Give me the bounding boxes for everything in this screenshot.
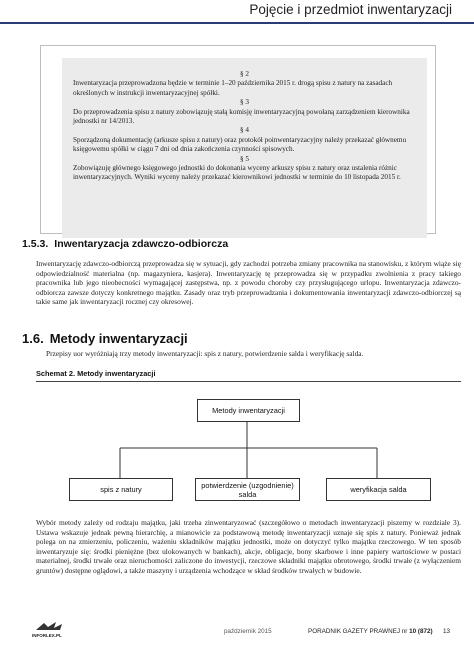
section-title: Inwentaryzacja zdawczo-odbiorcza [54, 238, 229, 250]
body-paragraph: Przepisy uor wyróżniają trzy metody inwentaryzacji: spis z natury, potwierdzenie salda i weryfikację salda. [46, 349, 364, 358]
body-paragraph: Wybór metody zależy od rodzaju majątku, jaki trzeba zinwentaryzować (szczegółowo o metodach inwentaryzacji piszemy w rozdziale 3). Ustawa wskazuje jednak pewną hierarchię, a mianowicie za podstawową metodę inwentaryzacji uznaje się spis z natury. Ponieważ jednak polega on na zmierzeniu, policzeniu, ważeniu składników majątku jednostki, może on dotyczyć tylko majątku rzeczowego. W ten sposób inwentaryzuje się: środki pieniężne (bez ulokowanych w bankach), akcje, obligacje, bony skarbowe i inne papiery wartościowe w postaci materialnej, środki trwałe oraz nieruchomości zaliczone do inwestycji, rzeczowe składniki majątku obrotowego, środki trwałe (z wyłączeniem gruntów) dostępne oglądowi, a także maszyny i urządzenia wchodzące w skład środków trwałych w budowie. [36, 518, 461, 575]
decision-box-fill [62, 58, 427, 238]
header-rule [0, 22, 474, 24]
schema-caption: Schemat 2. Metody inwentaryzacji [36, 369, 156, 378]
logo-wordmark: INFORLEX.PL [32, 633, 62, 638]
paragraph-number: § 2 [240, 70, 249, 78]
section-number: 1.6. [22, 331, 44, 346]
paragraph-text: Sporządzoną dokumentację (arkusze spisu z natury) oraz protokół poinwentaryzacyjny należy przekazać głównemu księgowemu spółki w ciągu 7 dni od dnia zakończenia czynności spisowych. [73, 135, 407, 154]
page-number: 13 [443, 628, 451, 635]
diagram-node-weryfikacja-salda: weryfikacja salda [326, 478, 431, 501]
paragraph-text: Zobowiązuję głównego księgowego jednostki do dokonania wyceny arkuszy spisu z natury oraz ustalenia różnic inwentaryzacyjnych. Wyniki wyceny należy przekazać kierownikowi jednostki w terminie do 10 listopada 2015 r. [73, 164, 401, 182]
section-number: 1.5.3. [22, 238, 49, 250]
methods-diagram [36, 382, 461, 510]
section-heading-1-5-3 [22, 238, 228, 250]
diagram-node-potwierdzenie-salda: potwierdzenie (uzgodnienie) salda [195, 478, 300, 501]
section-heading-1-6 [22, 331, 188, 346]
diagram-node-spis-z-natury: spis z natury [69, 478, 173, 501]
body-paragraph: Inwentaryzację zdawczo-odbiorczą przeprowadza się w sytuacji, gdy zachodzi potrzeba zmiany pracownika na stanowisku, z którym wiąże się odpowiedzialność materialna (np. magazyniera, kasjera). Inwentaryzację tę przeprowadza się w przypadku zwolnienia z pracy takiego pracownika lub jego nieobecności wymagającej zastępstwa, np. z powodu choroby czy przysługującego urlopu. Inwentaryzacja zdawczo-odbiorcza zawsze dotyczy konkretnego majątku. Zasady oraz tryb przeprowadzania i dokumentowania inwentaryzacji zdawczo-odbiorczej są takie same jak inwentaryzacji rocznej czy okresowej. [36, 259, 461, 307]
paragraph-number: § 4 [240, 126, 249, 135]
footer-publication [308, 628, 433, 635]
running-head: Pojęcie i przedmiot inwentaryzacji [249, 2, 452, 17]
footer-date: październik 2015 [224, 628, 272, 635]
paragraph-number: § 3 [240, 98, 249, 107]
section-title: Metody inwentaryzacji [49, 331, 188, 346]
publication-name: PORADNIK GAZETY PRAWNEJ nr [308, 628, 408, 635]
paragraph-text: Do przeprowadzenia spisu z natury zobowiązuję stałą komisję inwentaryzacyjną powołaną zarządzeniem kierownika jednostki nr 14/2013. [73, 107, 410, 126]
paragraph-number: § 5 [240, 154, 249, 163]
paragraph-text: Inwentaryzacja przeprowadzona będzie w terminie 1–20 października 2015 r. drogą spisu z natury na zasadach określonych w instrukcji inwentaryzacyjnej spółki. [73, 79, 393, 97]
decision-box [40, 45, 436, 234]
decision-box-text [73, 70, 416, 183]
inforlex-logo [34, 622, 74, 632]
diagram-root-node: Metody inwentaryzacji [197, 399, 300, 422]
issue-number: 10 (872) [409, 628, 433, 635]
page-footer [0, 624, 474, 645]
